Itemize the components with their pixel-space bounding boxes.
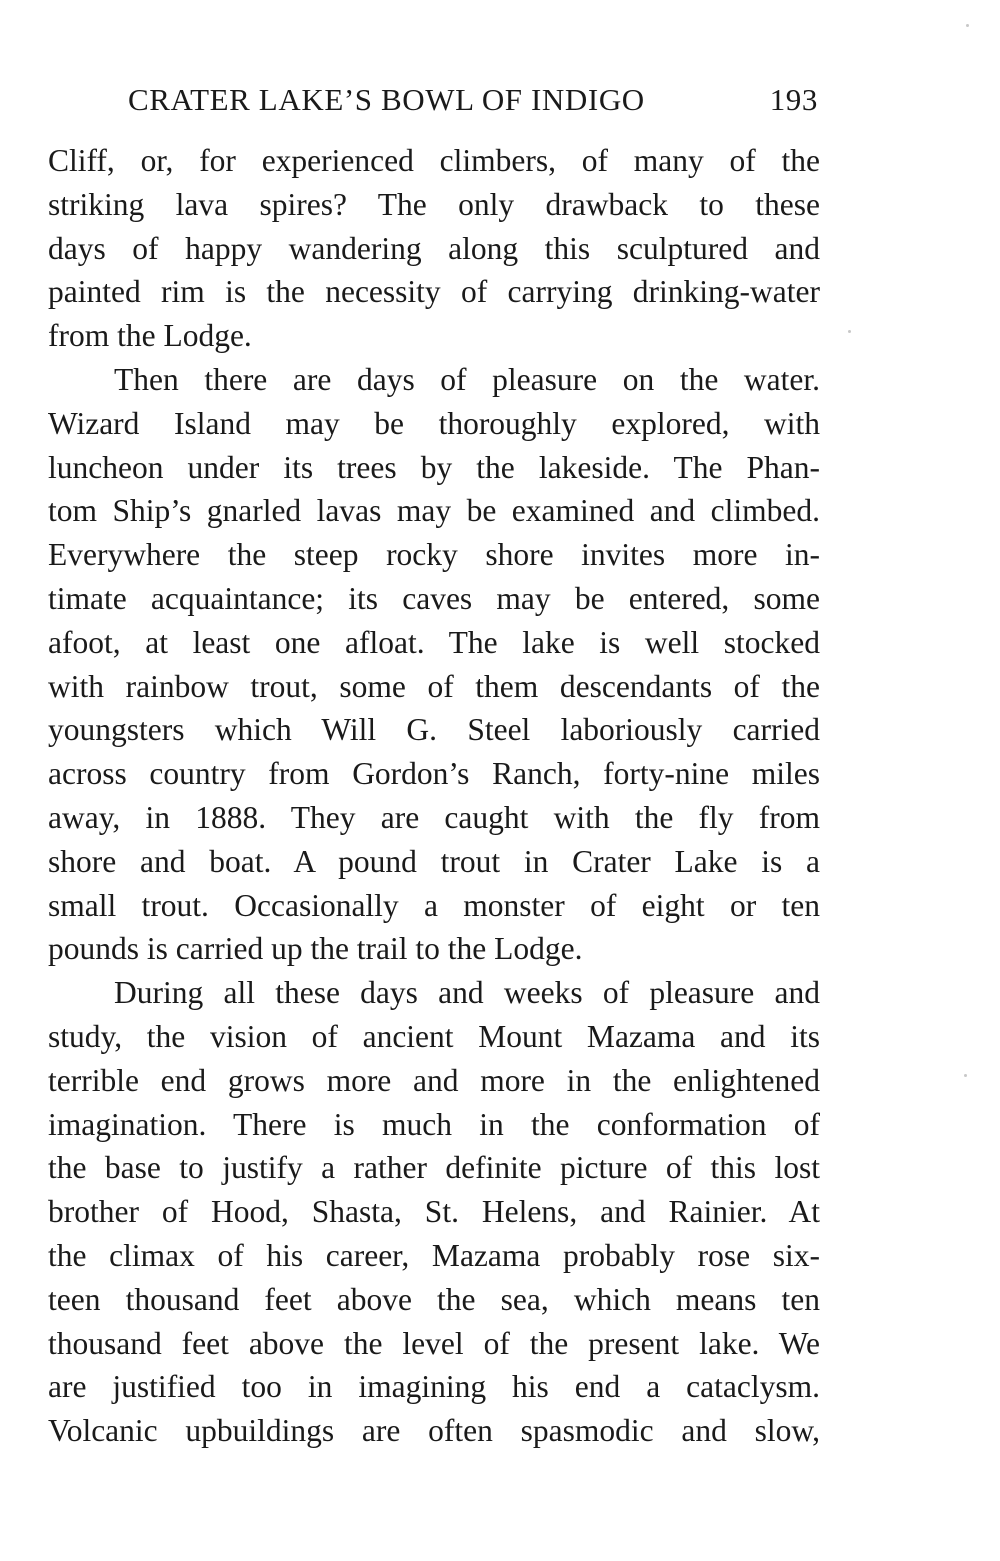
body-text bbox=[48, 139, 820, 1453]
scan-speck bbox=[848, 330, 851, 333]
text-line: terrible end grows more and more in the enlightened bbox=[48, 1062, 820, 1098]
text-line: the climax of his career, Mazama probably rose six- bbox=[48, 1237, 820, 1273]
text-line: brother of Hood, Shasta, St. Helens, and Rainier. At bbox=[48, 1194, 820, 1230]
scan-speck bbox=[966, 24, 969, 27]
running-head bbox=[128, 82, 822, 126]
text-line: afoot, at least one afloat. The lake is well stocked bbox=[48, 624, 820, 660]
text-line: shore and boat. A pound trout in Crater Lake is a bbox=[48, 843, 820, 879]
text-line: Volcanic upbuildings are often spasmodic and slow, bbox=[48, 1413, 820, 1449]
text-line: teen thousand feet above the sea, which means ten bbox=[48, 1281, 820, 1317]
text-line: study, the vision of ancient Mount Mazama and its bbox=[48, 1018, 820, 1054]
running-title: CRATER LAKE’S BOWL OF INDIGO bbox=[128, 82, 645, 117]
text-line: luncheon under its trees by the lakeside. The Phan- bbox=[48, 449, 820, 485]
scan-speck bbox=[964, 1074, 967, 1077]
text-line: Everywhere the steep rocky shore invites more in- bbox=[48, 537, 820, 573]
text-line: pounds is carried up the trail to the Lodge. bbox=[48, 931, 583, 967]
text-line: imagination. There is much in the conformation of bbox=[48, 1106, 820, 1142]
text-line: with rainbow trout, some of them descendants of the bbox=[48, 668, 820, 704]
text-line: are justified too in imagining his end a cataclysm. bbox=[48, 1369, 820, 1405]
text-line: away, in 1888. They are caught with the fly from bbox=[48, 799, 820, 835]
text-line: Cliff, or, for experienced climbers, of many of the bbox=[48, 143, 820, 178]
text-line: Wizard Island may be thoroughly explored, with bbox=[48, 405, 820, 441]
page-number: 193 bbox=[769, 82, 818, 117]
text-line: tom Ship’s gnarled lavas may be examined and climbed. bbox=[48, 493, 820, 529]
text-line: painted rim is the necessity of carrying drinking-water bbox=[48, 274, 820, 310]
text-line: across country from Gordon’s Ranch, forty-nine miles bbox=[48, 756, 820, 792]
text-line: During all these days and weeks of pleasure and bbox=[114, 975, 820, 1011]
text-line: striking lava spires? The only drawback to these bbox=[48, 186, 820, 222]
text-line: thousand feet above the level of the present lake. We bbox=[48, 1325, 820, 1361]
text-line: days of happy wandering along this sculptured and bbox=[48, 230, 820, 266]
text-line: timate acquaintance; its caves may be entered, some bbox=[48, 580, 820, 616]
text-line: small trout. Occasionally a monster of eight or ten bbox=[48, 887, 820, 923]
text-line: youngsters which Will G. Steel laboriously carried bbox=[48, 712, 820, 748]
text-line: from the Lodge. bbox=[48, 318, 252, 354]
text-line: the base to justify a rather definite picture of this lost bbox=[48, 1150, 820, 1186]
text-line: Then there are days of pleasure on the water. bbox=[114, 361, 820, 397]
